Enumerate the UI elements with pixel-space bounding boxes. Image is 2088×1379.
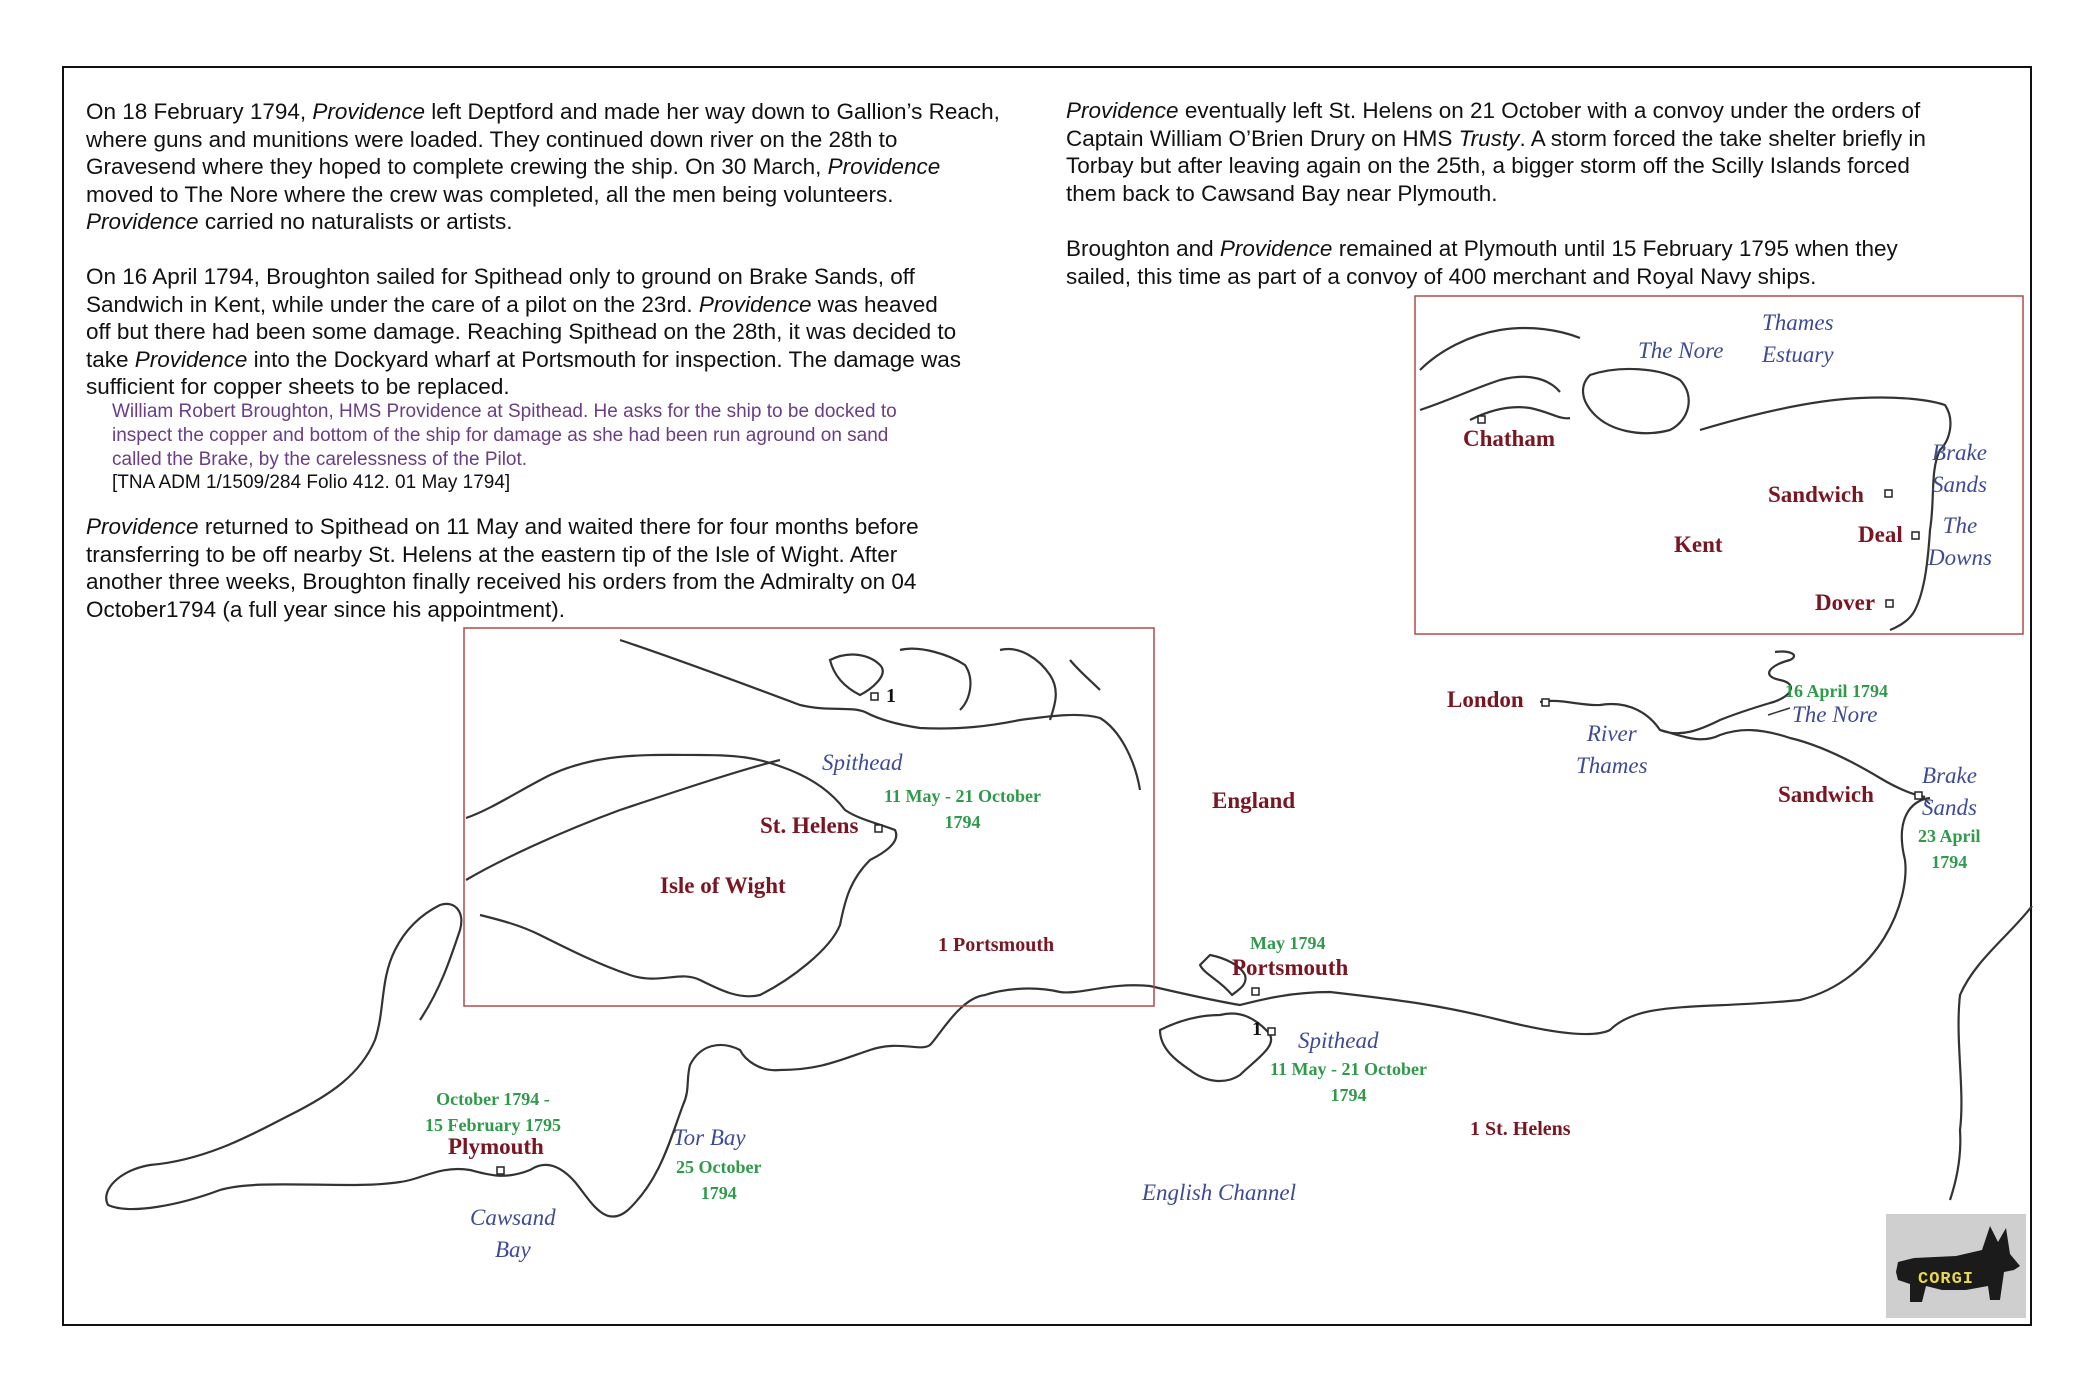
label-isle-of-wight: Isle of Wight: [660, 873, 786, 898]
marker-plymouth: [497, 1167, 504, 1174]
label-spithead-inset-date: 11 May - 21 October 1794: [884, 786, 1041, 832]
label-portsmouth: Portsmouth: [1232, 955, 1349, 980]
marker-dover-inset: [1886, 600, 1893, 607]
label-the-nore: The Nore: [1792, 702, 1878, 727]
paragraph-plymouth: Broughton and Providence remained at Plymouth until 15 February 1795 when they sailed, this time as part of a convoy of 400 merchant and Royal Navy ships.: [1066, 236, 1898, 289]
corgi-dog-icon: [1886, 1214, 2026, 1318]
label-tor-bay-date: 25 October 1794: [676, 1157, 762, 1203]
marker-sandwich: [1915, 792, 1922, 799]
england-south-coastline: [106, 798, 2032, 1217]
label-english-channel: English Channel: [1142, 1180, 1296, 1205]
marker-deal-inset: [1912, 532, 1919, 539]
label-portsmouth-date: May 1794: [1250, 933, 1326, 953]
label-portsmouth-inset: 1 Portsmouth: [938, 934, 1055, 956]
label-spithead-inset: Spithead: [822, 750, 903, 775]
nore-pointer: [1768, 708, 1790, 715]
marker-sandwich-inset: [1885, 490, 1892, 497]
paragraph-convoy: Providence eventually left St. Helens on 21 October with a convoy under the orders of Captain William O’Brien Drury on HMS Trusty. A storm forced the take shelter briefly in Torbay but after leaving again on the 25th, a bigger storm off the Scilly Islands forced them back to Cawsand Bay near Plymouth.: [1066, 98, 1926, 206]
paragraph-grounding: On 16 April 1794, Broughton sailed for Spithead only to ground on Brake Sands, off Sandwich in Kent, while under the care of a pilot on the 23rd. Providence was heaved off but there had been some damage. Reaching Spithead on the 28th, it was decided to take Providence into the Dockyard wharf at Portsmouth for inspection. The damage was sufficient for copper sheets to be replaced.: [86, 264, 962, 399]
archive-quote: William Robert Broughton, HMS Providence at Spithead. He asks for the ship to be docked to inspect the copper and bottom of the ship for damage as she had been run aground on sand called the Brake, by the carelessness of the Pilot.: [112, 401, 897, 470]
label-cawsand-bay: Cawsand Bay: [470, 1205, 556, 1262]
label-sandwich: Sandwich: [1778, 782, 1874, 807]
label-dover: Dover: [1815, 590, 1876, 615]
label-the-nore-inset: The Nore: [1638, 338, 1724, 363]
archive-reference: [TNA ADM 1/1509/284 Folio 412. 01 May 1794]: [112, 472, 511, 493]
label-spithead-date: 11 May - 21 October 1794: [1270, 1059, 1427, 1105]
label-brake-sands: Brake Sands: [1922, 763, 1977, 820]
label-marker-1: 1: [1252, 1018, 1262, 1040]
logo-text: CORGI: [1918, 1270, 1975, 1289]
label-kent: Kent: [1674, 532, 1723, 557]
label-the-downs: The Downs: [1928, 513, 1992, 570]
label-plymouth-date: October 1794 - 15 February 1795: [425, 1089, 561, 1135]
label-deal: Deal: [1858, 522, 1903, 547]
inset-kent-lines: [1420, 328, 1950, 630]
marker-london: [1542, 699, 1549, 706]
label-st-helens: 1 St. Helens: [1470, 1118, 1571, 1140]
label-thames-estuary: Thames Estuary: [1762, 310, 1834, 367]
marker-portsmouth: [1252, 988, 1259, 995]
label-england: England: [1212, 788, 1296, 813]
paragraph-departure: On 18 February 1794, Providence left Deptford and made her way down to Gallion’s Reach, where guns and munitions were loaded. They continued down river on the 28th to Gravesend where they hoped to complete crewing the ship. On 30 March, Providence moved to The Nore where the crew was completed, all the men being volunteers. Providence carried no naturalists or artists.: [86, 99, 1000, 234]
label-st-helens-inset: St. Helens: [760, 813, 859, 838]
marker-spithead: [1268, 1028, 1275, 1035]
label-london: London: [1447, 687, 1524, 712]
label-marker-1-inset: 1: [886, 685, 896, 707]
label-brake-sands-inset: Brake Sands: [1932, 440, 1987, 497]
label-tor-bay: Tor Bay: [673, 1125, 746, 1150]
label-river-thames: River Thames: [1576, 721, 1648, 778]
label-nore-date: 16 April 1794: [1785, 681, 1889, 701]
label-spithead: Spithead: [1298, 1028, 1379, 1053]
marker-spithead-inset: [871, 693, 878, 700]
label-sandwich-inset: Sandwich: [1768, 482, 1864, 507]
label-brake-date: 23 April 1794: [1918, 826, 1981, 872]
marker-st-helens-inset: [875, 825, 882, 832]
paragraph-spithead: Providence returned to Spithead on 11 May and waited there for four months before transferring to be off nearby St. Helens at the eastern tip of the Isle of Wight. After another three weeks, Broughton finally received his orders from the Admiralty on 04 October1794 (a full year since his appointment).: [86, 514, 919, 622]
label-chatham: Chatham: [1463, 426, 1556, 451]
label-plymouth: Plymouth: [448, 1134, 544, 1159]
corgi-logo: [1886, 1214, 2026, 1318]
marker-chatham-inset: [1478, 416, 1485, 423]
